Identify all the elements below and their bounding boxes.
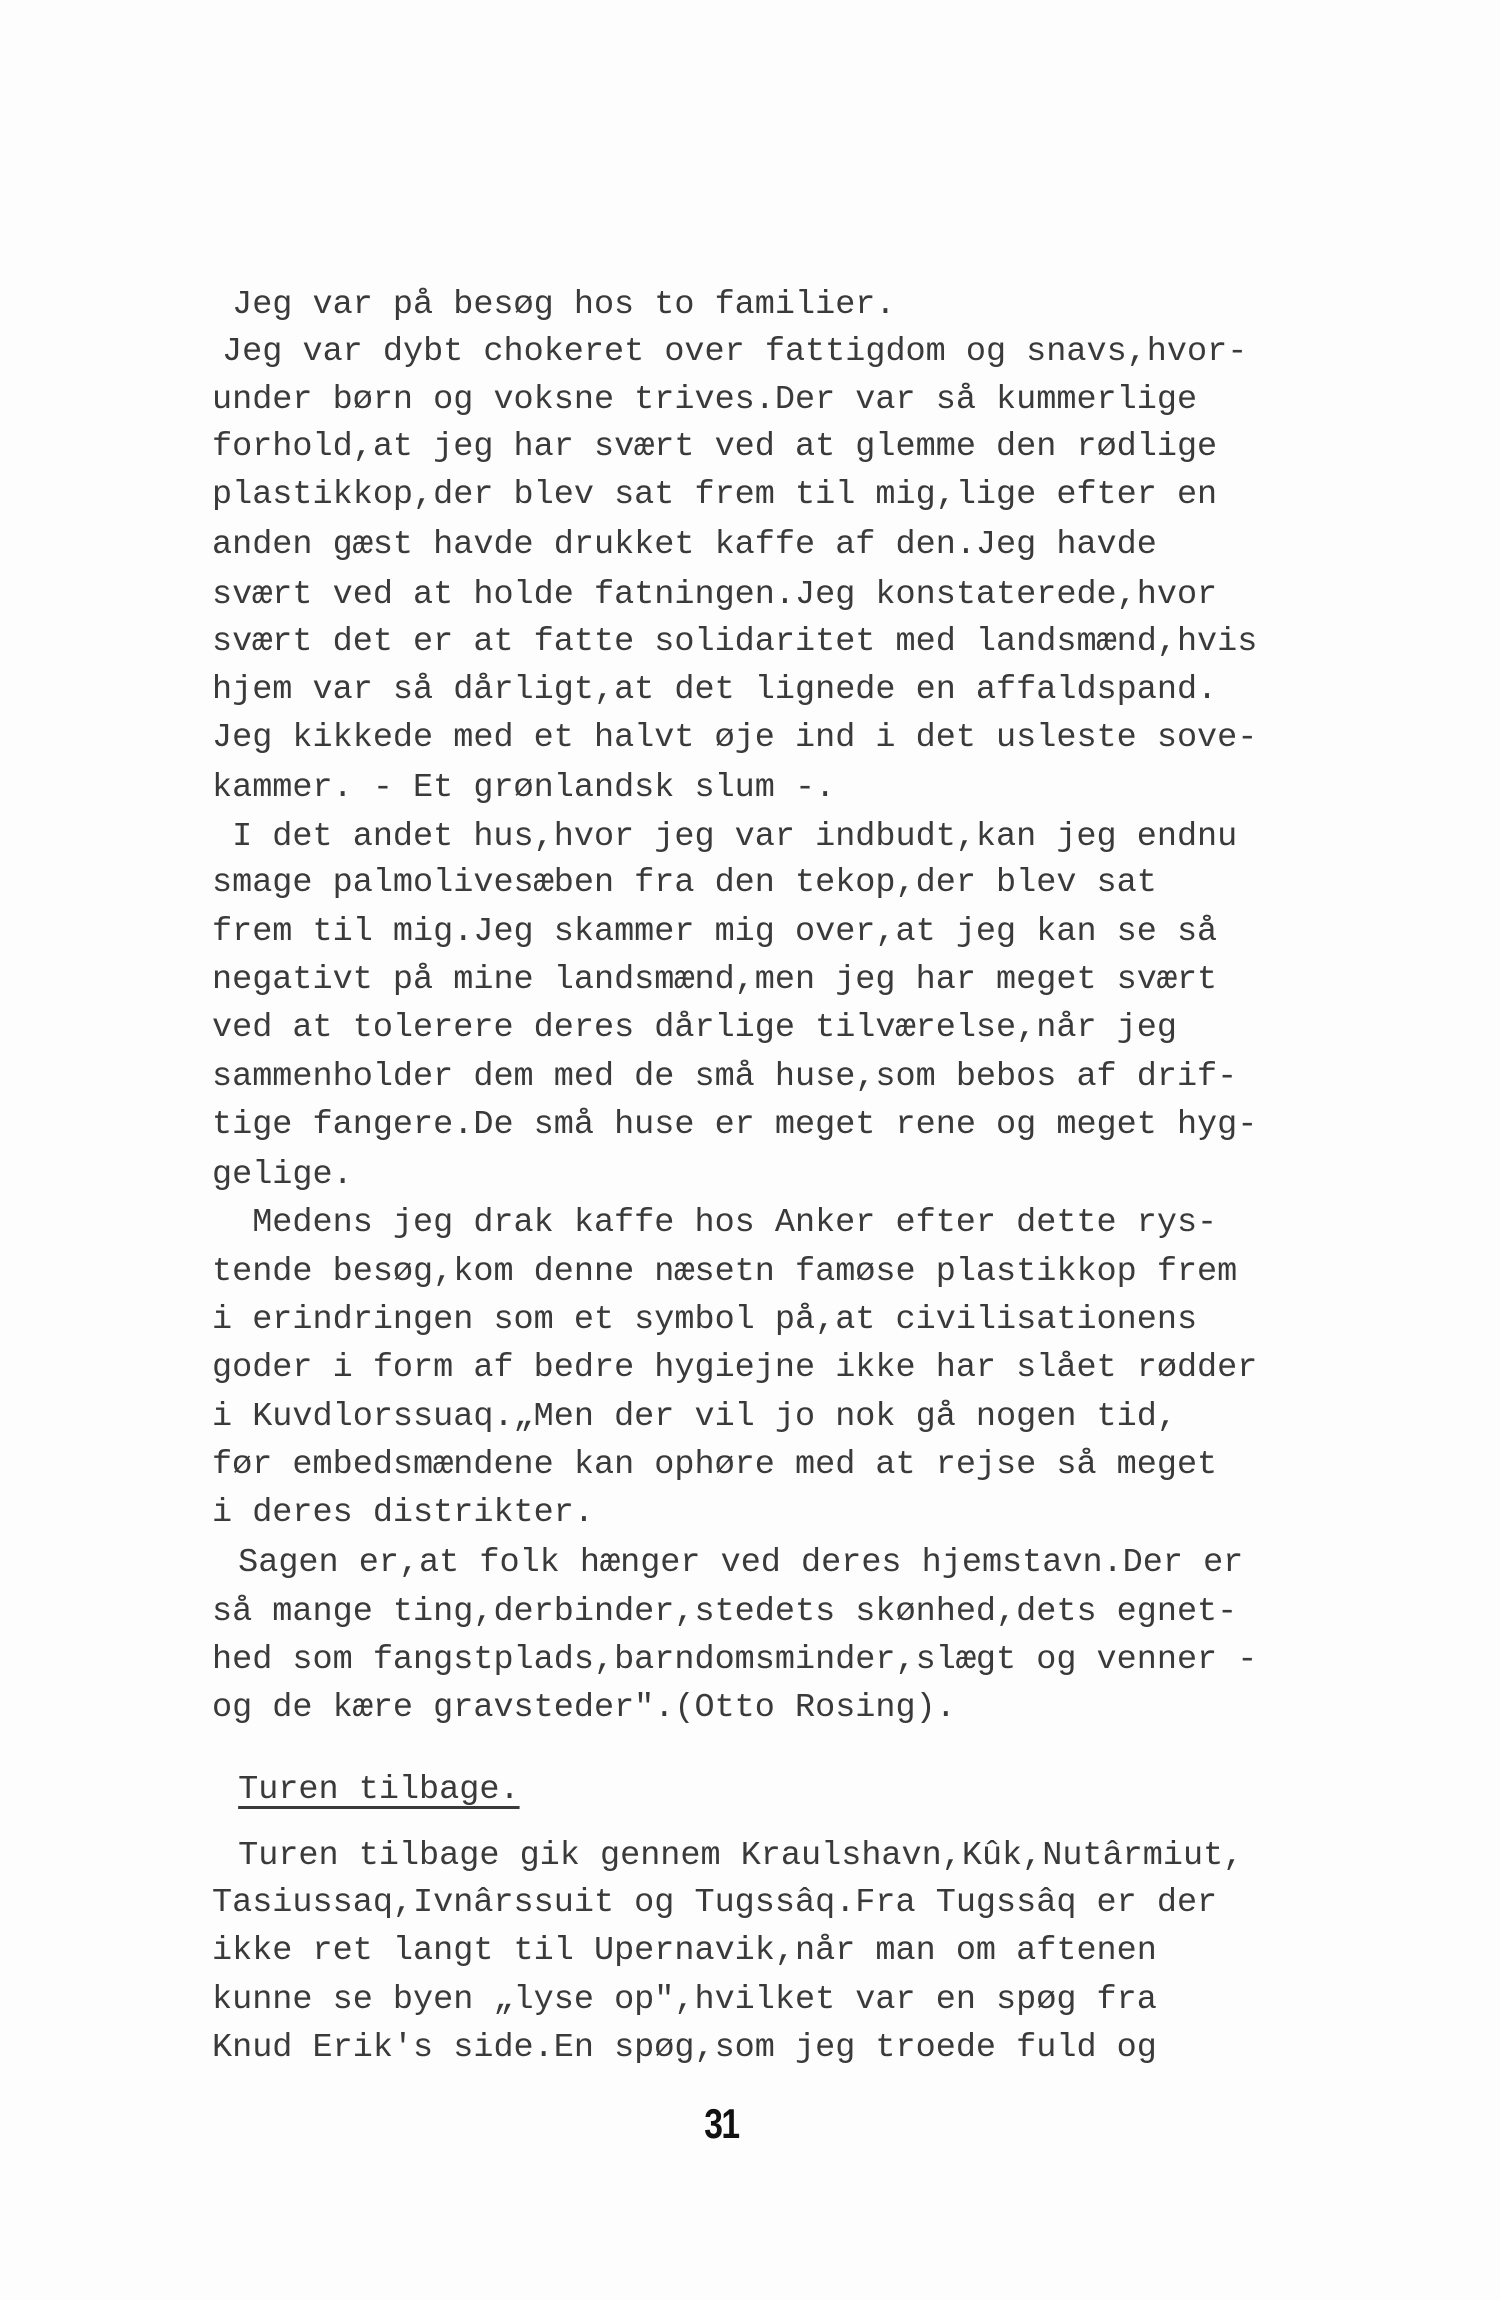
text-line: plastikkop,der blev sat frem til mig,lige efter en	[212, 476, 1218, 514]
text-line: gelige.	[212, 1156, 353, 1194]
text-line: hed som fangstplads,barndomsminder,slægt og venner -	[212, 1641, 1258, 1679]
text-line: svært det er at fatte solidaritet med landsmænd,hvis	[212, 623, 1258, 661]
text-line: Jeg var dybt chokeret over fattigdom og snavs,hvor-	[222, 333, 1248, 371]
text-line: hjem var så dårligt,at det lignede en affaldspand.	[212, 671, 1218, 709]
page-number: 31	[704, 2100, 739, 2147]
text-line: Jeg kikkede med et halvt øje ind i det usleste sove-	[212, 719, 1258, 757]
text-line: negativt på mine landsmænd,men jeg har meget svært	[212, 961, 1218, 999]
text-line: kunne se byen „lyse op",hvilket var en spøg fra	[212, 1981, 1157, 2019]
text-line: svært ved at holde fatningen.Jeg konstaterede,hvor	[212, 576, 1218, 614]
text-line: tende besøg,kom denne næsetn famøse plastikkop frem	[212, 1253, 1238, 1291]
text-line: anden gæst havde drukket kaffe af den.Jeg havde	[212, 526, 1157, 564]
text-line: ikke ret langt til Upernavik,når man om aftenen	[212, 1932, 1157, 1970]
text-line: goder i form af bedre hygiejne ikke har slået rødder	[212, 1349, 1258, 1387]
section-heading: Turen tilbage.	[238, 1771, 520, 1809]
text-line: tige fangere.De små huse er meget rene og meget hyg-	[212, 1106, 1258, 1144]
text-line: Tasiussaq,Ivnârssuit og Tugssâq.Fra Tugssâq er der	[212, 1884, 1218, 1922]
text-line: forhold,at jeg har svært ved at glemme den rødlige	[212, 428, 1218, 466]
text-line: Jeg var på besøg hos to familier.	[232, 286, 896, 324]
text-line: i deres distrikter.	[212, 1494, 594, 1532]
text-line: smage palmolivesæben fra den tekop,der blev sat	[212, 864, 1157, 902]
text-line: kammer. - Et grønlandsk slum -.	[212, 769, 836, 807]
text-line: Sagen er,at folk hænger ved deres hjemstavn.Der er	[238, 1544, 1244, 1582]
text-line: I det andet hus,hvor jeg var indbudt,kan jeg endnu	[232, 818, 1238, 856]
text-line: under børn og voksne trives.Der var så kummerlige	[212, 381, 1198, 419]
text-line: Turen tilbage gik gennem Kraulshavn,Kûk,Nutârmiut,	[238, 1837, 1244, 1875]
text-line: i Kuvdlorssuaq.„Men der vil jo nok gå nogen tid,	[212, 1398, 1177, 1436]
text-line: frem til mig.Jeg skammer mig over,at jeg kan se så	[212, 913, 1218, 951]
text-line: før embedsmændene kan ophøre med at rejse så meget	[212, 1446, 1218, 1484]
text-line: Knud Erik's side.En spøg,som jeg troede fuld og	[212, 2029, 1157, 2067]
text-line: sammenholder dem med de små huse,som bebos af drif-	[212, 1058, 1238, 1096]
text-line: så mange ting,derbinder,stedets skønhed,dets egnet-	[212, 1593, 1238, 1631]
text-line: i erindringen som et symbol på,at civilisationens	[212, 1301, 1198, 1339]
text-line: ved at tolerere deres dårlige tilværelse,når jeg	[212, 1009, 1177, 1047]
text-line: Medens jeg drak kaffe hos Anker efter dette rys-	[252, 1204, 1218, 1242]
text-line: og de kære gravsteder".(Otto Rosing).	[212, 1689, 956, 1727]
